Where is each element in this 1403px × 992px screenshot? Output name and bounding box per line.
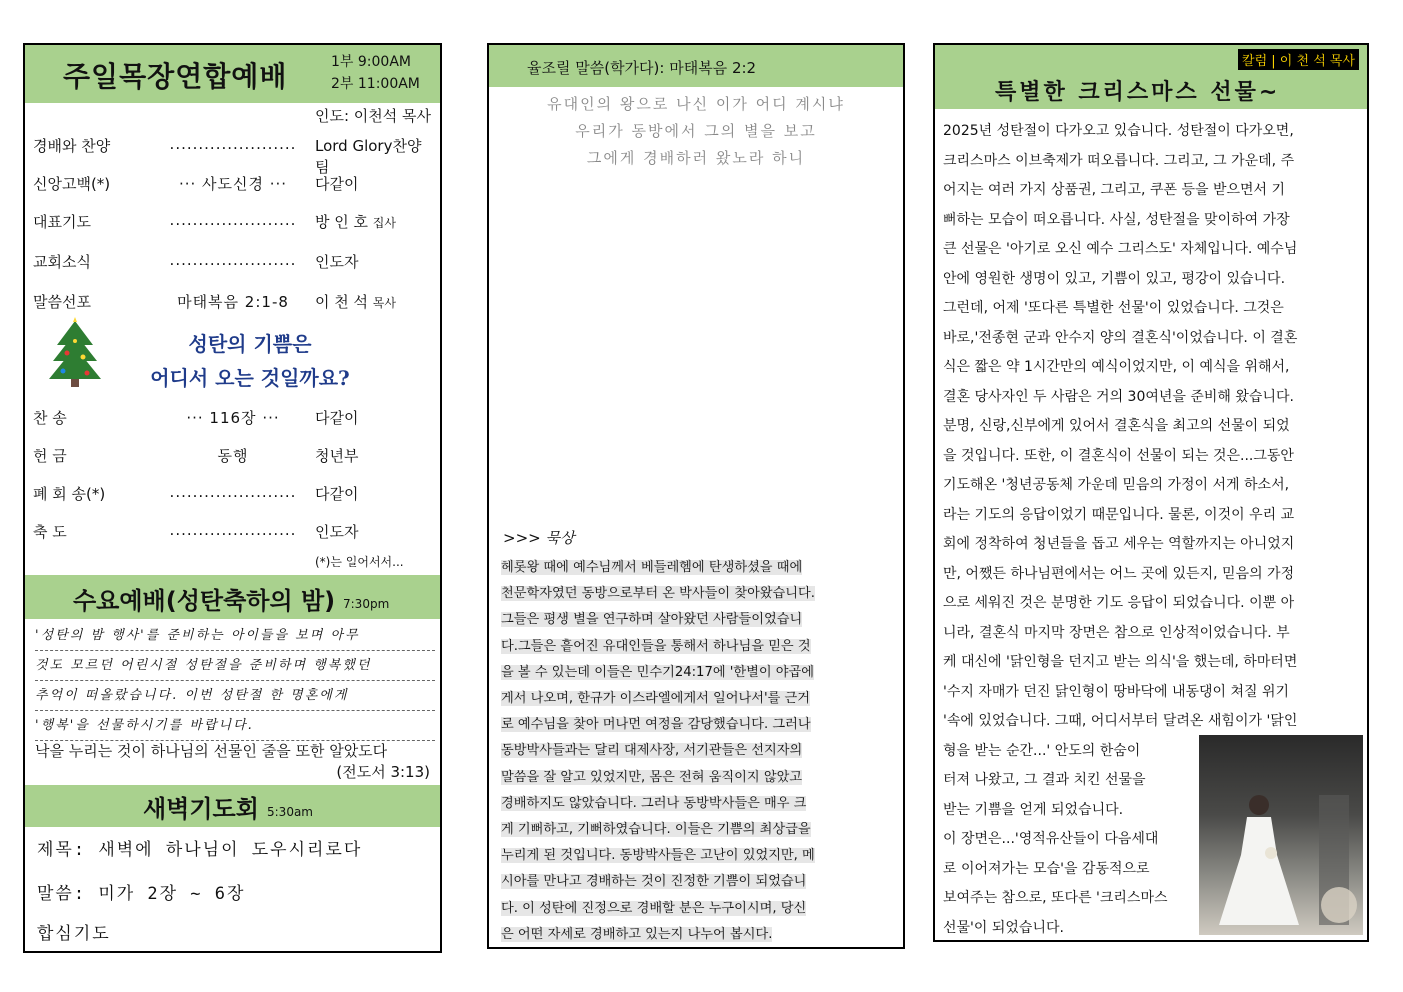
scripture-header [489, 45, 903, 87]
service-times [331, 51, 420, 95]
order-detail: ··· 사도신경 ··· [178, 175, 288, 193]
service-time-2: 2부 11:00AM [331, 76, 420, 92]
scripture-title: 율조릴 말씀(학가다): 마태복음 2:2 [527, 59, 757, 77]
order-detail: ...................... [169, 135, 297, 153]
order-item: 신앙고백(*) [33, 175, 111, 193]
dawn-scripture: 말씀: 미가 2장 ~ 6장 [37, 884, 246, 904]
meditation-body: 헤롯왕 때에 예수님께서 베들레헴에 탄생하셨을 때에 천문학자였던 동방으로부터 온 박사들이 찾아왔습니다. 그들은 평생 별을 연구하며 살아왔던 사람들이었습니 다.그들은 흩어진 유대인들을 통해서 하나님을 믿은 것 을 볼 수 있는데 이들은 민수기24:17에 '한별이 야곱에 게서 나오며, 한규가 이스라엘에게서 일어나서'를 근거 로 예수님을 찾아 머나먼 여정을 감당했습니다. 그러나 동방박사들과는 달리 대제사장, 서기관들은 선지자의 말씀을 잘 알고 있었지만, 몸은 전혀 움직이지 않았고 경배하지도 않았습니다. 그러나 동방박사들은 매우 크 게 기뻐하고, 기뻐하였습니다. 이들은 기쁨의 최상급을 누리게 된 것입니다. 동방박사들은 고난이 있었지만, 메 시아를 만나고 경배하는 것이 진정한 기쁨이 되었습니 다. 이 성탄에 진정으로 경배할 분은 누구이시며, 당신 은 어떤 자세로 경배하고 있는지 나누어 봅시다. [501, 560, 815, 942]
dawn-prayer-header [25, 785, 440, 827]
order-person: 인도자 [315, 523, 359, 541]
order-detail: ...................... [169, 521, 297, 539]
worship-order-panel [23, 43, 442, 953]
order-person: 청년부 [315, 447, 359, 465]
meditation-panel [487, 43, 905, 949]
order-detail: ...................... [169, 483, 297, 501]
sunday-header [25, 45, 440, 103]
meditation-label: >>> 묵상 [503, 529, 575, 547]
order-person: 인도자 [315, 253, 359, 271]
order-person: 다같이 [315, 175, 359, 193]
order-detail: ··· 116장 ··· [186, 409, 280, 427]
order-detail: ...................... [169, 211, 297, 229]
column-author-tag: 칼럼 | 이 천 석 목사 [1238, 49, 1359, 70]
order-row [33, 483, 433, 507]
wednesday-header [25, 575, 440, 619]
dawn-prayer-time: 5:30am [267, 805, 313, 819]
column-body: 2025년 성탄절이 다가오고 있습니다. 성탄절이 다가오면, 크리스마스 이브축제가 떠오릅니다. 그리고, 그 가운데, 주 어지는 여러 가지 상품권, 그리고, 쿠폰 등을 받으면서 기 뻐하는 모습이 떠오릅니다. 사실, 성탄절을 맞이하여 가장 큰 선물은 '아기로 오신 예수 그리스도' 자체입니다. 예수님 안에 영원한 생명이 있고, 기쁨이 있고, 평강이 있습니다. 그런데, 어제 '또다른 특별한 선물'이 있었습니다. 그것은 바로,'전종현 군과 안수지 양의 결혼식'이었습니다. 이 결혼 식은 짧은 약 1시간만의 예식이었지만, 이 예식을 위해서, 결혼 당사자인 두 사람은 거의 30여년을 준비해 왔습니다. 분명, 신랑,신부에게 있어서 결혼식을 최고의 선물이 되었 을 것입니다. 또한, 이 결혼식이 선물이 되는 것은...그동안 기도해온 '청년공동체 가운데 믿음의 가정이 서게 하소서, 라는 기도의 응답이었기 때문입니다. 물론, 이것이 우리 교 회에 정착하여 청년들을 돕고 세우는 역할까지는 아니었지 만, 어쨌든 하나님편에서는 어느 곳에 있든지, 믿음의 가정 으로 세워진 것은 분명한 기도 응답이 되었습니다. 이뿐 아 니라, 결혼식 마지막 장면은 참으로 인상적이었습니다. 부 케 대신에 '닭인형을 던지고 받는 의식'을 했는데, 하마터면 '수지 자매가 던진 닭인형이 땅바닥에 내동댕이 쳐질 위기 '속에 있었습니다. 그때, 어디서부터 달려온 새힘이가 '닭인 형을 받는 순간...' 안도의 한숨이 터져 나왔고, 그 결과 치킨 선물을 받는 기쁨을 얻게 되었습니다. 이 장면은...'영적유산들이 다음세대 로 이어져가는 모습'을 감동적으로 보여주는 참으로, 또다른 '크리스마스 선물'이 되었습니다. [943, 123, 1298, 936]
order-item: 찬 송 [33, 409, 67, 427]
order-person: 이 천 석 목사 [315, 293, 396, 311]
column-title: 특별한 크리스마스 선물~ [995, 80, 1281, 105]
scripture-verse: 유대인의 왕으로 나신 이가 어디 계시냐 우리가 동방에서 그의 별을 보고 그에게 경배하러 왔노라 하니 [547, 95, 845, 167]
order-detail: 동행 [217, 447, 249, 465]
order-detail: ...................... [169, 251, 297, 269]
order-row [33, 407, 433, 431]
christmas-tree-icon [47, 317, 103, 389]
wedding-photo [1199, 735, 1363, 935]
stand-note: (*)는 일어서서... [315, 555, 404, 569]
service-time-1: 1부 9:00AM [331, 54, 411, 70]
dawn-subject: 제목: 새벽에 하나님이 도우시리로다 [37, 840, 363, 860]
order-item: 경배와 찬양 [33, 137, 111, 155]
column-panel [933, 43, 1369, 942]
order-row [33, 445, 433, 469]
sunday-title: 주일목장연합예배 [63, 60, 288, 93]
order-item: 축 도 [33, 523, 67, 541]
order-person: Lord Glory찬양팀 [315, 137, 422, 176]
order-detail: 마태복음 2:1-8 [177, 293, 289, 311]
order-item: 대표기도 [33, 213, 91, 231]
order-row [33, 173, 433, 197]
order-item: 폐 회 송(*) [33, 485, 106, 503]
bride-figure-icon [1199, 735, 1363, 935]
verse-reference: (전도서 3:13) [336, 763, 430, 781]
order-item: 교회소식 [33, 253, 91, 271]
order-item: 헌 금 [33, 447, 67, 465]
wednesday-title: 수요예배(성탄축하의 밤) [73, 587, 336, 615]
christmas-question: 성탄의 기쁨은 어디서 오는 것일까요? [150, 332, 350, 390]
dawn-prayer-title: 새벽기도회 [143, 795, 259, 823]
service-leader: 인도: 이천석 목사 [315, 107, 432, 125]
handwritten-note: '성탄의 밤 행사'를 준비하는 아이들을 보며 아무 것도 모르던 어린시절 성탄절을 준비하며 행복했던 추억이 떠올랐습니다. 이번 성탄절 한 명혼에게 '행복'을 선물하시기를 바랍니다. [35, 621, 435, 741]
order-row [33, 291, 433, 315]
order-person: 다같이 [315, 485, 359, 503]
order-person: 다같이 [315, 409, 359, 427]
order-row [33, 211, 433, 235]
dawn-group-prayer: 합심기도 [37, 924, 111, 944]
order-person: 방 인 호 집사 [315, 213, 396, 231]
order-row [33, 251, 433, 275]
order-row [33, 521, 433, 545]
order-item: 말씀선포 [33, 293, 91, 311]
wednesday-time: 7:30pm [343, 597, 390, 611]
ecclesiastes-verse: 낙을 누리는 것이 하나님의 선물인 줄을 또한 알았도다 [35, 742, 388, 760]
order-row [33, 135, 433, 176]
